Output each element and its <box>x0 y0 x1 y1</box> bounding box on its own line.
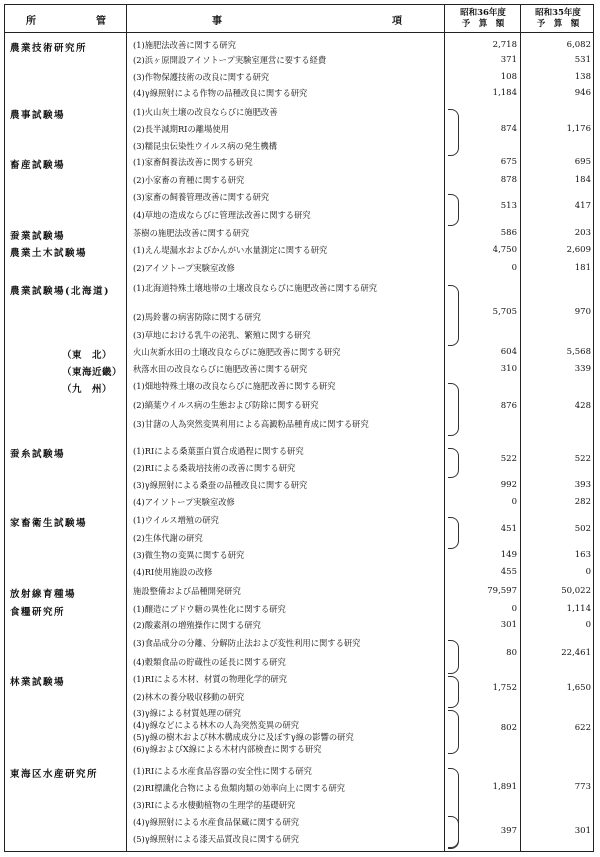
institution-name: （九 州） <box>62 384 113 395</box>
research-item: (1)畑地特殊土壌の改良ならびに施肥改善に関する研究 <box>133 381 336 391</box>
budget-fy35: 0 <box>585 620 591 630</box>
budget-fy36: 4,750 <box>492 245 517 255</box>
budget-fy36: 108 <box>500 72 517 82</box>
budget-fy36: 675 <box>500 157 517 167</box>
institution-name: 放射線育種場 <box>10 589 77 600</box>
budget-fy35: 2,609 <box>566 245 591 255</box>
budget-fy35: 522 <box>574 454 591 464</box>
research-item: 施設整備および品種開発研究 <box>133 586 241 596</box>
budget-fy36: 522 <box>500 454 517 464</box>
budget-fy35: 282 <box>574 497 591 507</box>
budget-fy36: 149 <box>500 550 517 560</box>
research-item: (2)生体代謝の研究 <box>133 533 203 543</box>
institution-name: 農業技術研究所 <box>10 43 88 54</box>
budget-fy36: 802 <box>500 723 517 733</box>
budget-fy36: 397 <box>500 826 517 836</box>
research-item: (1)えん堤漏水およびかんがい水量測定に関する研究 <box>133 245 328 255</box>
research-item: (2)長半減期RIの離場使用 <box>133 124 229 134</box>
research-item: (2)浜ヶ原開設アイソトープ実験室運営に要する経費 <box>133 55 327 65</box>
research-item: (1)RIによる水産食品容器の安全性に関する研究 <box>133 766 312 776</box>
budget-fy35: 163 <box>574 550 591 560</box>
budget-fy36: 874 <box>500 123 517 134</box>
header-fy36-label: 予 算 額 <box>461 19 505 29</box>
budget-fy36: 1,752 <box>492 683 517 693</box>
research-item: (1)RIによる木材、材質の物理化学的研究 <box>133 674 288 684</box>
research-item: (2)馬鈴薯の病害防除に関する研究 <box>133 312 261 322</box>
research-item: (3)作物保護技術の改良に関する研究 <box>133 72 270 82</box>
institution-name: 農業土木試験場 <box>10 248 88 259</box>
research-item: (4)穀類食品の貯蔵性の延長に関する研究 <box>133 657 286 667</box>
research-item: (3)草地における乳牛の泌乳、繁殖に関する研究 <box>133 330 311 340</box>
budget-fy35: 502 <box>574 524 591 534</box>
budget-fy35: 181 <box>574 263 591 273</box>
research-item: (4)RI使用施設の改修 <box>133 567 213 577</box>
budget-fy35: 184 <box>574 175 591 185</box>
research-item: (1)火山灰土壌の改良ならびに施肥改善 <box>133 107 278 117</box>
budget-fy36: 604 <box>500 347 517 357</box>
budget-fy36: 310 <box>500 364 517 374</box>
institution-name: （東 北） <box>62 350 113 361</box>
budget-fy35: 6,082 <box>566 40 591 50</box>
research-item: (1)北海道特殊土壌地帯の土壌改良ならびに施肥改善に関する研究 <box>133 283 378 293</box>
research-item: (3)食品成分の分離、分解防止法および変性利用に関する研究 <box>133 638 361 648</box>
research-item: (2)小家畜の育種に関する研究 <box>133 175 245 185</box>
budget-fy35: 203 <box>574 228 591 238</box>
budget-fy35: 946 <box>574 88 591 98</box>
budget-fy35: 622 <box>574 723 591 733</box>
institution-name: 農事試験場 <box>10 110 66 121</box>
budget-fy35: 1,114 <box>566 604 591 614</box>
institution-name: 家畜衛生試験場 <box>10 518 88 529</box>
research-item: (6)γ線およびX線による木材内部検査に関する研究 <box>133 744 322 754</box>
budget-fy36: 878 <box>500 175 517 185</box>
budget-fy36: 79,597 <box>487 586 517 596</box>
research-item: (5)γ線照射による漆天品質改良に関する研究 <box>133 834 300 844</box>
research-item: (1)施肥法改善に関する研究 <box>133 40 237 50</box>
budget-fy35: 393 <box>574 480 591 490</box>
budget-fy35: 339 <box>574 364 591 374</box>
budget-fy35: 1,176 <box>566 123 591 134</box>
budget-fy35: 428 <box>574 400 591 411</box>
budget-fy35: 970 <box>574 306 591 317</box>
header-institution: 所 管 <box>26 16 110 27</box>
research-item: (3)甘藷の人為突然変異利用による高澱粉品種育成に関する研究 <box>133 419 369 429</box>
institution-name: 農業試験場(北海道) <box>10 286 110 297</box>
institution-name: 蚕業試験場 <box>10 231 66 242</box>
research-item: (4)草地の造成ならびに管理法改善に関する研究 <box>133 210 311 220</box>
institution-name: 林業試験場 <box>10 677 66 688</box>
research-item: (1)ウイルス増殖の研究 <box>133 515 219 525</box>
budget-fy36: 371 <box>500 55 517 65</box>
research-item: (4)γ線照射による水産食品保蔵に関する研究 <box>133 817 300 827</box>
header-fy35-year: 昭和35年度 <box>535 8 581 18</box>
budget-fy36: 876 <box>500 400 517 411</box>
budget-fy35: 50,022 <box>561 586 591 596</box>
header-fy36 <box>447 8 519 30</box>
budget-fy36: 0 <box>511 263 517 273</box>
research-item: (3)微生物の変異に関する研究 <box>133 550 245 560</box>
budget-fy36: 2,718 <box>492 40 517 50</box>
budget-fy35: 773 <box>574 782 591 792</box>
institution-name: 東海区水産研究所 <box>10 769 99 780</box>
column-divider <box>444 4 445 852</box>
budget-fy35: 5,568 <box>566 347 591 357</box>
budget-fy36: 451 <box>500 524 517 534</box>
research-item: (2)縞葉ウイルス病の生態および防除に関する研究 <box>133 400 319 410</box>
research-item: (2)アイソトープ実験室改修 <box>133 263 235 273</box>
research-item: (3)γ線照射による桑蚕の品種改良に関する研究 <box>133 480 308 490</box>
header-item-left: 事 <box>212 16 222 27</box>
header-divider <box>4 32 594 33</box>
budget-fy35: 1,650 <box>566 683 591 693</box>
research-item: (5)γ線の樹木および林木構成成分に及ぼすγ線の影響の研究 <box>133 732 354 742</box>
research-item: 火山灰新水田の土壌改良ならびに施肥改善に関する研究 <box>133 347 341 357</box>
research-item: (3)γ線による材質処理の研究 <box>133 708 241 718</box>
budget-fy36: 513 <box>500 201 517 211</box>
budget-fy35: 531 <box>574 55 591 65</box>
research-item: (1)家畜飼養法改善に関する研究 <box>133 157 253 167</box>
institution-name: 畜産試験場 <box>10 160 66 171</box>
budget-fy35: 695 <box>574 157 591 167</box>
institution-name: 蚕糸試験場 <box>10 449 66 460</box>
research-item: (2)RIによる桑栽培技術の改善に関する研究 <box>133 463 296 473</box>
budget-fy35: 0 <box>585 567 591 577</box>
budget-fy36: 992 <box>500 480 517 490</box>
budget-fy36: 1,184 <box>492 88 517 98</box>
research-item: (2)RI標識化合物による魚類肉類の効率向上に関する研究 <box>133 783 346 793</box>
budget-fy35: 22,461 <box>561 648 591 658</box>
research-item: (4)アイソトープ実験室改修 <box>133 497 235 507</box>
research-item: (4)γ線などによる林木の人為突然変異の研究 <box>133 720 300 730</box>
header-fy36-year: 昭和36年度 <box>460 8 506 18</box>
budget-fy36: 455 <box>500 567 517 577</box>
budget-fy35: 417 <box>574 201 591 211</box>
budget-fy36: 301 <box>500 620 517 630</box>
budget-fy36: 586 <box>500 228 517 238</box>
budget-fy36: 0 <box>511 604 517 614</box>
research-item: (1)RIによる桑葉蛋白質合成過程に関する研究 <box>133 446 304 456</box>
institution-name: 食糧研究所 <box>10 607 66 618</box>
column-divider <box>520 4 521 852</box>
institution-name: （東海近畿） <box>62 367 123 378</box>
budget-fy36: 80 <box>506 648 517 658</box>
research-item: 秋落水田の改良ならびに施肥改善に関する研究 <box>133 364 308 374</box>
budget-fy36: 5,705 <box>492 306 517 317</box>
research-item: 茶樹の施肥法改善に関する研究 <box>133 228 250 238</box>
header-fy35 <box>522 8 594 30</box>
header-fy35-label: 予 算 額 <box>536 19 580 29</box>
research-item: (3)糯昆虫伝染性ウイルス病の発生機構 <box>133 141 278 151</box>
budget-fy36: 1,891 <box>492 782 517 792</box>
research-item: (2)酸素剤の増殖操作に関する研究 <box>133 620 261 630</box>
budget-fy35: 301 <box>574 826 591 836</box>
research-item: (4)γ線照射による作物の品種改良に関する研究 <box>133 88 308 98</box>
research-item: (1)醸造にブドウ糖の異性化に関する研究 <box>133 604 286 614</box>
research-item: (3)RIによる水棲動植物の生理学的基礎研究 <box>133 800 296 810</box>
research-item: (2)林木の養分吸収移動の研究 <box>133 692 245 702</box>
budget-fy35: 138 <box>574 72 591 82</box>
header-item-right: 項 <box>392 16 402 27</box>
column-divider <box>126 4 127 852</box>
research-item: (3)家畜の飼養管理改善に関する研究 <box>133 192 270 202</box>
budget-fy36: 0 <box>511 497 517 507</box>
